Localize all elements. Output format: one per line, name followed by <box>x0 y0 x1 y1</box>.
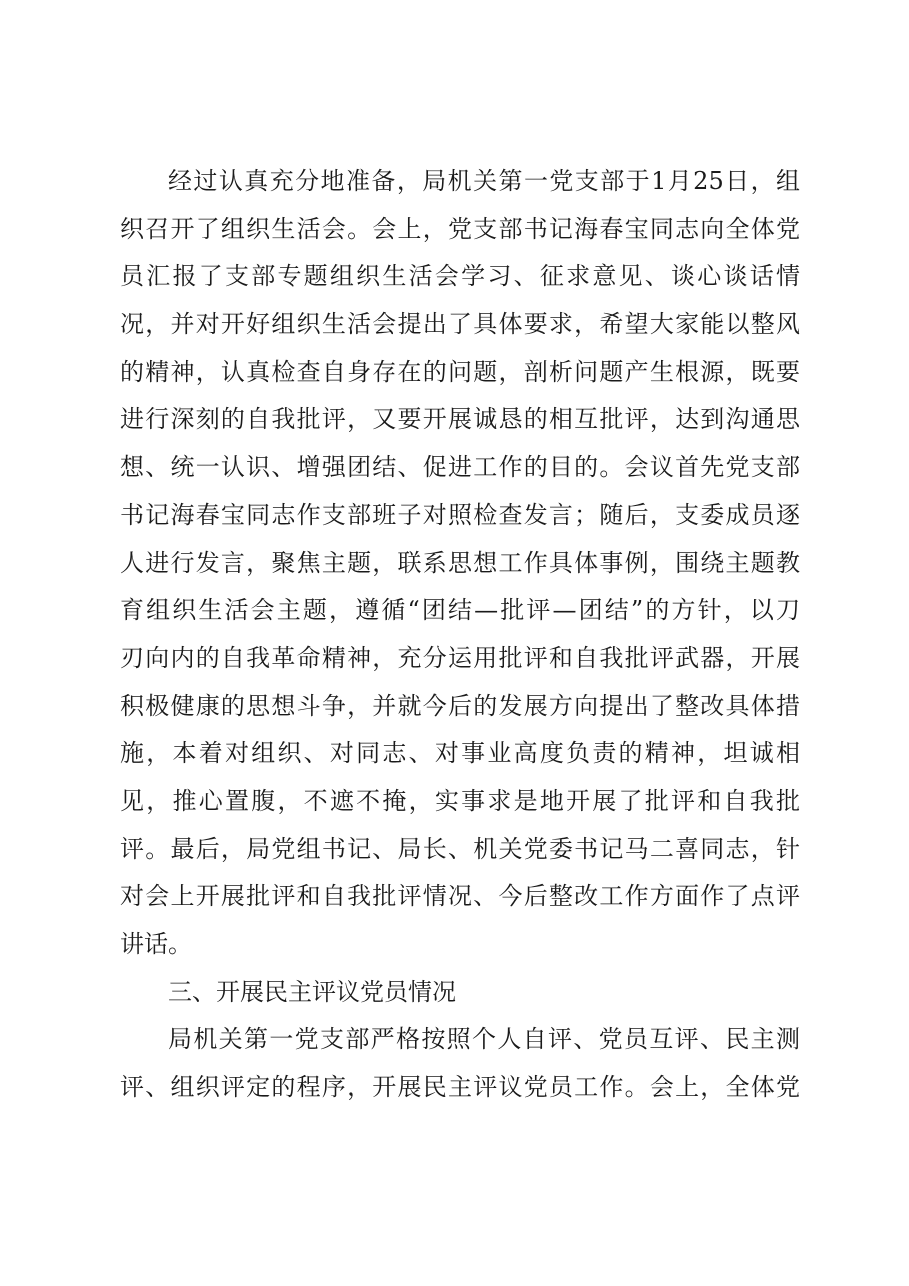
section-heading: 三、开展民主评议党员情况 <box>168 977 456 1006</box>
text-line: 员汇报了支部专题组织生活会学习、征求意见、谈心谈话情 <box>120 262 800 291</box>
document-body <box>120 158 800 1112</box>
text-line: 人进行发言，聚焦主题，联系思想工作具体事例，围绕主题教 <box>120 548 800 577</box>
text-line: 想、统一认识、增强团结、促进工作的目的。会议首先党支部 <box>120 453 800 482</box>
text-line: 况，并对开好组织生活会提出了具体要求，希望大家能以整风 <box>120 310 800 339</box>
text-line: 的精神，认真检查自身存在的问题，剖析问题产生根源，既要 <box>120 357 800 386</box>
text-line: 局机关第一党支部严格按照个人自评、党员互评、民主测 <box>168 1025 800 1054</box>
text-line: 经过认真充分地准备，局机关第一党支部于1月25日，组 <box>168 167 800 195</box>
text-line: 进行深刻的自我批评，又要开展诚恳的相互批评，达到沟通思 <box>120 405 800 434</box>
text-line: 评、组织评定的程序，开展民主评议党员工作。会上，全体党 <box>120 1073 800 1102</box>
text-line: 刃向内的自我革命精神，充分运用批评和自我批评武器，开展 <box>120 643 800 672</box>
text-line: 育组织生活会主题，遵循“团结—批评—团结”的方针，以刀 <box>120 596 800 625</box>
text-line: 见，推心置腹，不遮不掩，实事求是地开展了批评和自我批 <box>120 786 800 815</box>
text-line: 织召开了组织生活会。会上，党支部书记海春宝同志向全体党 <box>120 214 800 243</box>
text-line: 施，本着对组织、对同志、对事业高度负责的精神，坦诚相 <box>120 739 800 768</box>
text-line: 积极健康的思想斗争，并就今后的发展方向提出了整改具体措 <box>120 691 800 720</box>
text-line: 评。最后，局党组书记、局长、机关党委书记马二喜同志，针 <box>120 834 800 863</box>
text-line: 讲话。 <box>120 930 192 958</box>
text-line: 对会上开展批评和自我批评情况、今后整改工作方面作了点评 <box>120 882 800 911</box>
text-line: 书记海春宝同志作支部班子对照检查发言；随后，支委成员逐 <box>120 500 800 529</box>
